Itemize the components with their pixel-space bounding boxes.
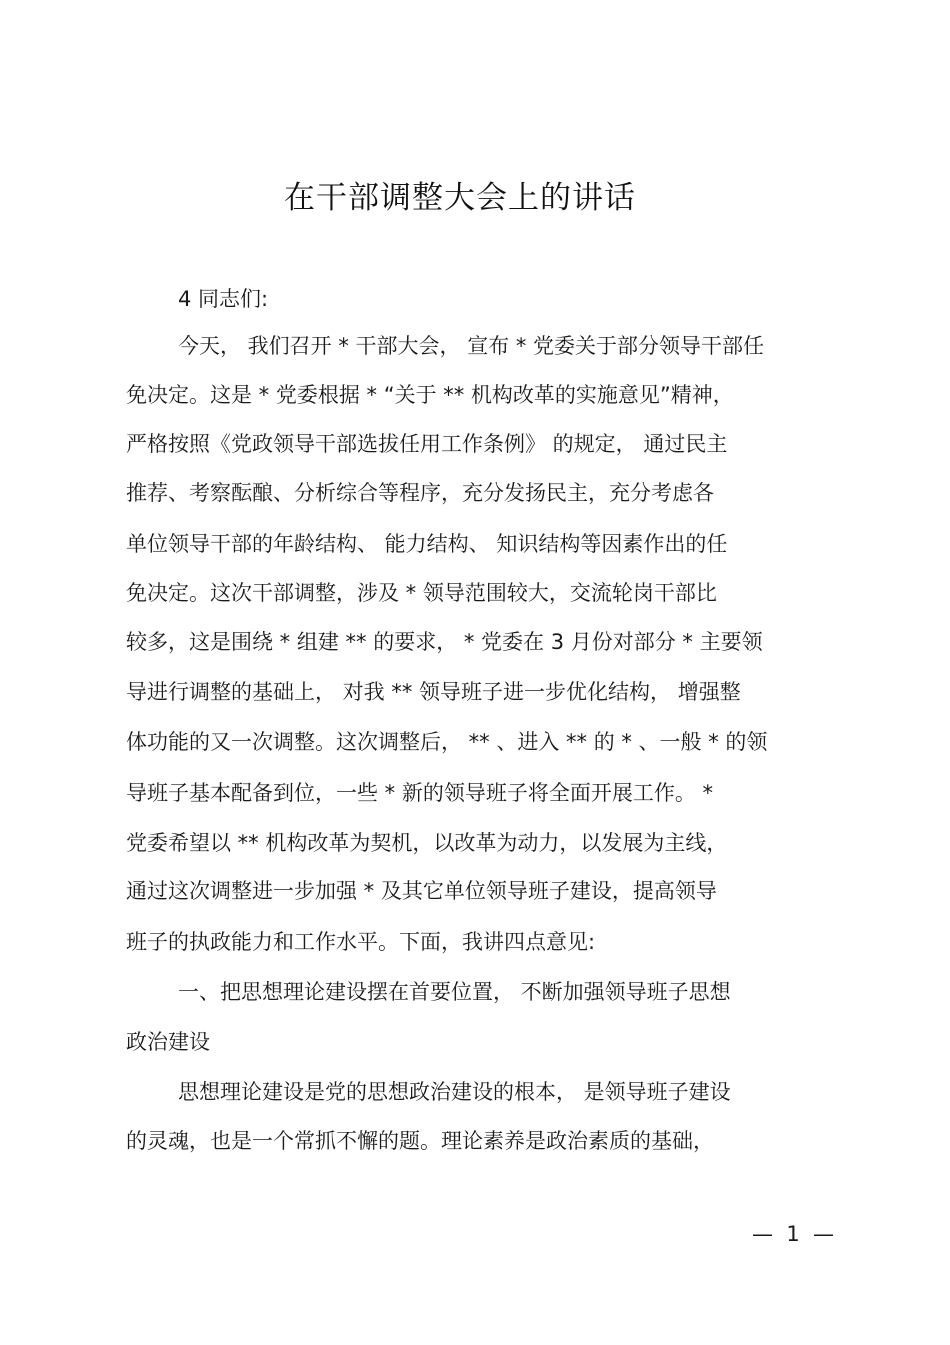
body-line: 班子的执政能力和工作水平。下面，我讲四点意见:: [126, 930, 596, 954]
body-line: 较多，这是围绕 * 组建 ** 的要求， * 党委在 3 月份对部分 * 主要领: [126, 630, 763, 654]
body-line: 导班子基本配备到位，一些 * 新的领导班子将全面开展工作。 *: [126, 781, 714, 805]
body-line: 的灵魂，也是一个常抓不懈的题。理论素养是政治素质的基础，: [126, 1129, 714, 1153]
body-line: 党委希望以 ** 机构改革为契机，以改革为动力，以发展为主线，: [126, 831, 728, 855]
page-title: 在干部调整大会上的讲话: [284, 180, 636, 216]
body-line: 推荐、考察酝酿、分析综合等程序，充分发扬民主，充分考虑各: [126, 481, 714, 505]
body-line: 通过这次调整进一步加强 * 及其它单位领导班子建设，提高领导: [126, 879, 717, 903]
section-heading-line: 一、把思想理论建设摆在首要位置， 不断加强领导班子思想: [178, 980, 731, 1004]
body-line: 免决定。这是 * 党委根据 * “关于 ** 机构改革的实施意见”精神，: [126, 383, 734, 407]
body-line: 严格按照《党政领导干部选拔任用工作条例》 的规定， 通过民主: [126, 432, 728, 456]
body-line: 体功能的又一次调整。这次调整后， ** 、进入 ** 的 * 、一般 * 的领: [126, 730, 768, 754]
section-heading-line: 政治建设: [126, 1030, 210, 1054]
salutation-line: 4 同志们:: [178, 287, 269, 311]
body-line: 思想理论建设是党的思想政治建设的根本， 是领导班子建设: [178, 1080, 731, 1104]
body-line: 今天， 我们召开 * 干部大会， 宣布 * 党委关于部分领导干部任: [178, 334, 765, 358]
body-line: 导进行调整的基础上， 对我 ** 领导班子进一步优化结构， 增强整: [126, 680, 741, 704]
body-line: 单位领导干部的年龄结构、 能力结构、 知识结构等因素作出的任: [126, 532, 728, 556]
body-line: 免决定。这次干部调整，涉及 * 领导范围较大，交流轮岗干部比: [126, 581, 717, 605]
page-number: — 1 —: [752, 1222, 835, 1246]
